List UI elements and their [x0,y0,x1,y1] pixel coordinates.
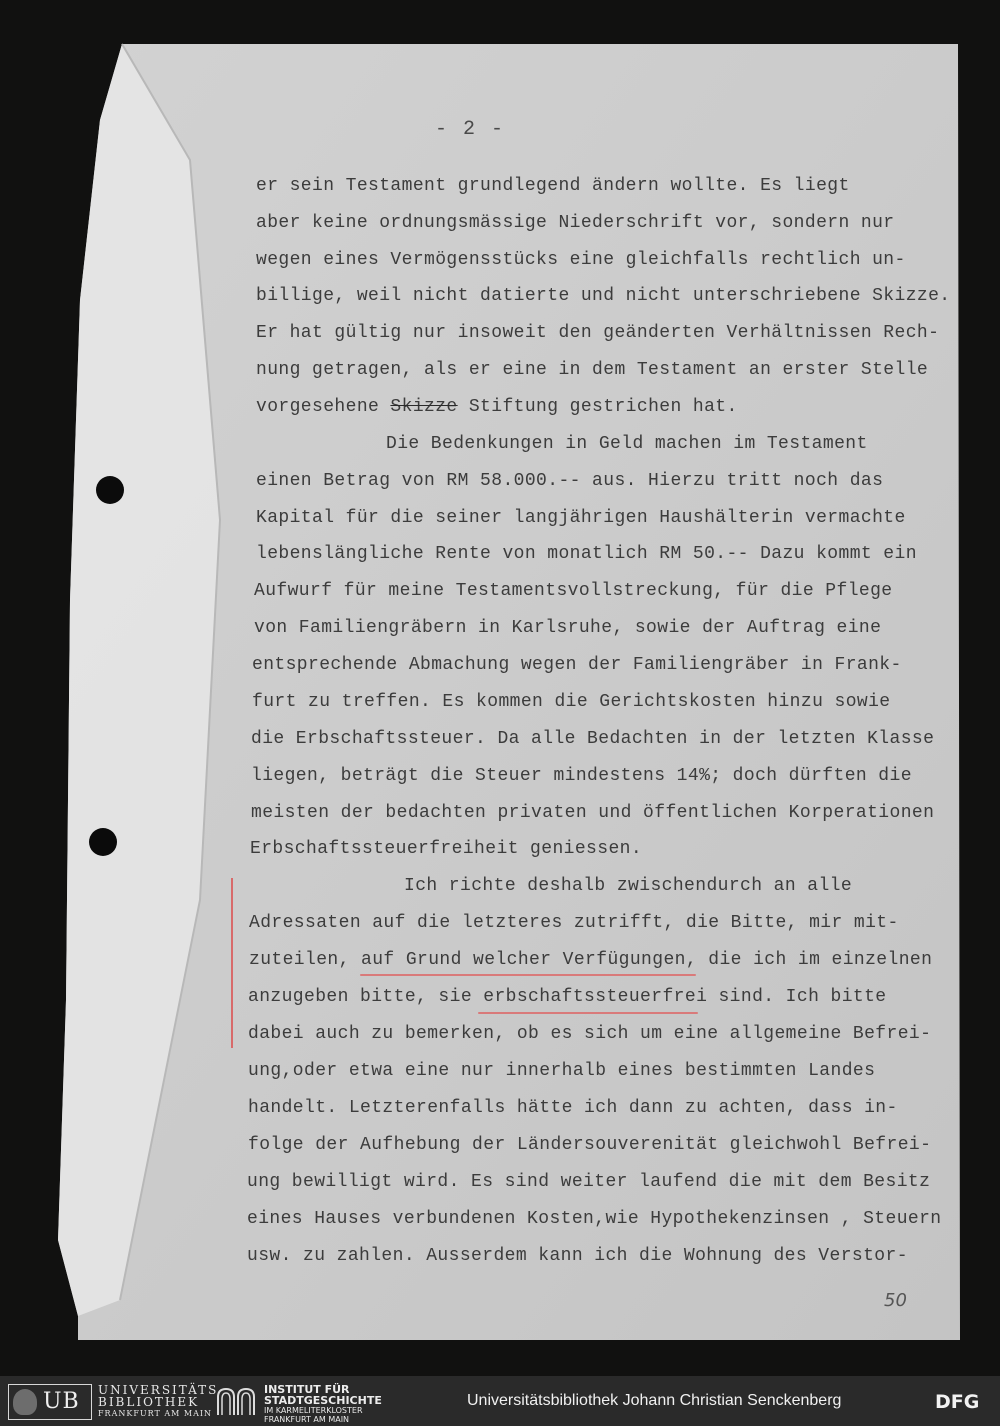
text-line-content: aber keine ordnungsmässige Niederschrift vor, sondern nur [256,213,895,233]
inst-line-3: IM KARMELITERKLOSTER [264,1406,363,1415]
text-line-content: billige, weil nicht datierte und nicht unterschriebene Skizze. [256,286,951,306]
text-line-content: meisten der bedachten privaten und öffentlichen Korperationen [251,803,935,823]
text-line [248,1135,931,1155]
text-line-content: die Erbschaftssteuer. Da alle Bedachten in der letzten Klasse [251,729,935,749]
text-line [248,1061,875,1081]
page-number: - 2 - [435,118,506,141]
text-line [248,1024,931,1044]
text-line [256,508,906,528]
struck-word: Skizze [390,397,458,417]
text-line-content: liegen, beträgt die Steuer mindestens 14%; doch dürften die [251,766,912,786]
text-line [247,1209,942,1229]
text-line-content: Ich richte deshalb zwischendurch an alle [404,876,853,896]
text-line [256,250,906,270]
text-line [247,1246,908,1266]
text-line-content: einen Betrag von RM 58.000.-- aus. Hierzu tritt noch das [256,471,884,491]
text-line [256,397,738,417]
ub-logo-text: UB [43,1389,80,1414]
text-line-content: Aufwurf für meine Testamentsvollstreckung, für die Pflege [254,581,893,601]
dfg-logo[interactable]: DFG [935,1391,980,1413]
text-line-content: entsprechende Abmachung wegen der Familiengräber in Frank- [252,655,902,675]
text-line [256,176,850,196]
text-line [256,544,917,564]
text-line-content: handelt. Letzterenfalls hätte ich dann zu achten, dass in- [248,1098,898,1118]
institute-arch-icon[interactable] [214,1385,258,1417]
ub-line-3: FRANKFURT AM MAIN [98,1409,213,1418]
text-line-content: eines Hauses verbundenen Kosten,wie Hypothekenzinsen , Steuern [247,1209,942,1229]
ub-logo[interactable] [8,1384,92,1420]
text-line [254,618,881,638]
text-line-content: dabei auch zu bemerken, ob es sich um eine allgemeine Befrei- [248,1024,932,1044]
text-line-content: usw. zu zahlen. Ausserdem kann ich die Wohnung des Verstor- [247,1246,908,1266]
ub-name [98,1384,218,1420]
text-line-content: Kapital für die seiner langjährigen Haushälterin vermachte [256,508,906,528]
text-line [256,286,951,306]
ub-line-2: BIBLIOTHEK [98,1395,200,1409]
text-line [247,1172,930,1192]
punch-hole [89,828,117,856]
text-line [254,581,893,601]
folio-number: 50 [884,1290,907,1311]
text-line [248,987,887,1007]
text-line-content: lebenslängliche Rente von monatlich RM 50.-- Dazu kommt ein [256,544,917,564]
text-line [386,434,868,454]
text-line [256,360,928,380]
red-underline [360,974,696,976]
text-line-content: zuteilen, auf Grund welcher Verfügungen, die ich im einzelnen [249,950,933,970]
text-line-content: Adressaten auf die letzteres zutrifft, die Bitte, mir mit- [249,913,899,933]
institute-name [264,1384,382,1424]
red-underline [478,1012,698,1014]
text-line-content: von Familiengräbern in Karlsruhe, sowie der Auftrag eine [254,618,882,638]
text-line [256,213,895,233]
text-line [256,471,883,491]
text-line [256,323,939,343]
text-line-content: ung bewilligt wird. Es sind weiter laufend die mit dem Besitz [247,1172,931,1192]
text-line [404,876,852,896]
text-line-content: ung,oder etwa eine nur innerhalb eines bestimmten Landes [248,1061,876,1081]
punch-hole [96,476,124,504]
text-line [251,729,934,749]
inst-line-1: INSTITUT FÜR [264,1383,350,1396]
text-line-content: vorgesehene [256,397,391,417]
text-line [249,950,932,970]
text-line [250,839,642,859]
text-line-content: furt zu treffen. Es kommen die Gerichtskosten hinzu sowie [252,692,891,712]
library-title[interactable]: Universitätsbibliothek Johann Christian Senckenberg [467,1392,842,1409]
red-margin-mark [231,878,233,1048]
text-line [252,655,902,675]
inst-line-4: FRANKFURT AM MAIN [264,1415,350,1424]
text-line-content: folge der Aufhebung der Ländersouverenität gleichwohl Befrei- [248,1135,932,1155]
text-line [251,803,934,823]
text-line [252,692,891,712]
text-line-content: er sein Testament grundlegend ändern wollte. Es liegt [256,176,850,196]
text-line [249,913,899,933]
text-line-content: Die Bedenkungen in Geld machen im Testament [386,434,868,454]
text-line-continuation: Stiftung gestrichen hat. [457,397,738,417]
text-line-content: nung getragen, als er eine in dem Testament an erster Stelle [256,360,929,380]
text-line [248,1098,898,1118]
text-line-content: Er hat gültig nur insoweit den geänderten Verhältnissen Rech- [256,323,940,343]
inst-line-2: STADTGESCHICHTE [264,1394,382,1407]
text-line-content: anzugeben bitte, sie erbschaftssteuerfrei sind. Ich bitte [248,987,887,1007]
text-line-content: wegen eines Vermögensstücks eine gleichfalls rechtlich un- [256,250,906,270]
text-line-content: Erbschaftssteuerfreiheit geniessen. [250,839,643,859]
footer-bar [0,1376,1000,1426]
ub-line-1: UNIVERSITÄTS [98,1383,219,1397]
text-line [251,766,912,786]
portrait-icon [13,1389,37,1415]
